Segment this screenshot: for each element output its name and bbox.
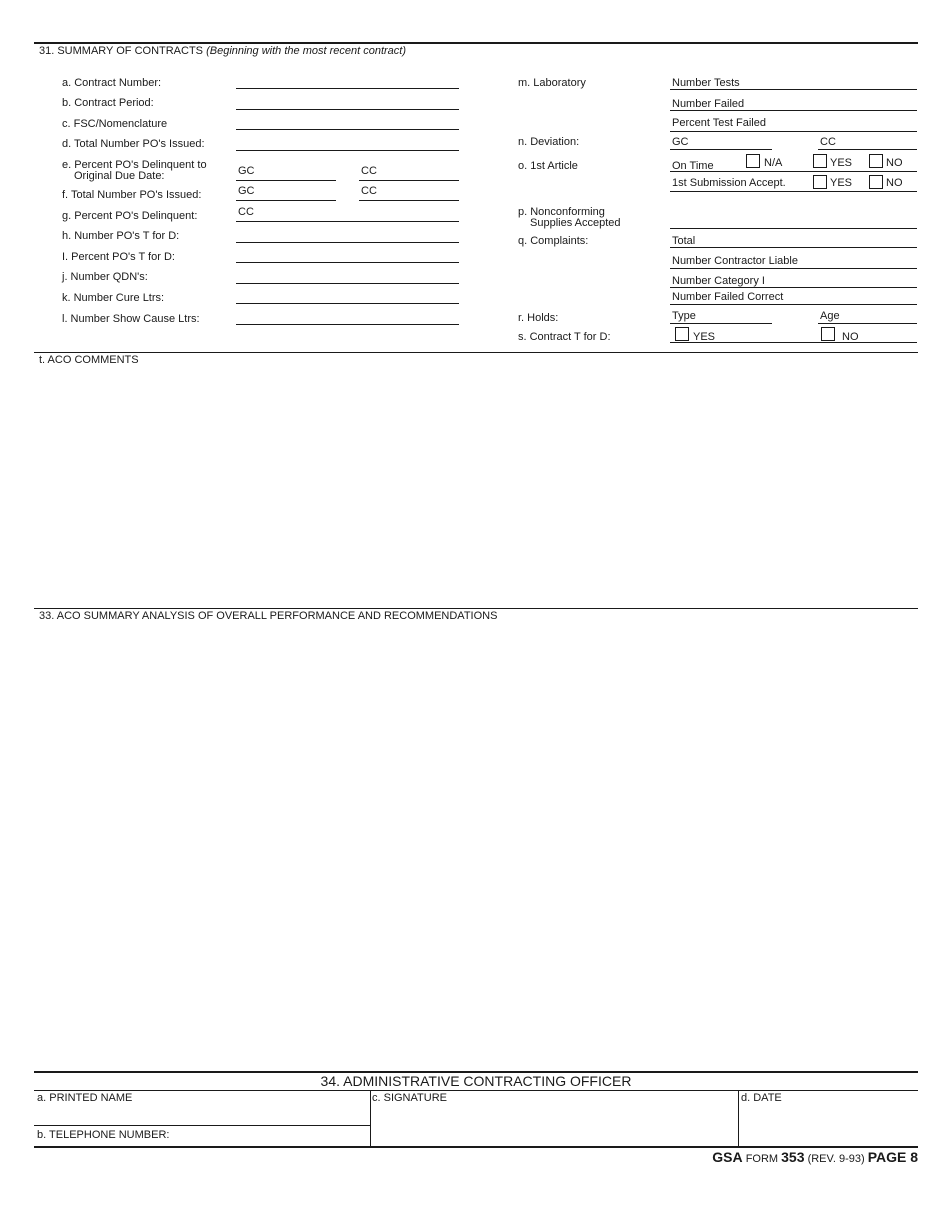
holds-type-label: Type [672,310,696,322]
t-for-d-rule [670,342,917,343]
contract-t-for-d-label: s. Contract T for D: [518,331,611,343]
cc-field-n[interactable] [818,149,917,150]
gc-field-n[interactable] [670,149,772,150]
gc-field-f[interactable] [236,200,336,201]
holds-age-field[interactable] [818,323,917,324]
holds-type-field[interactable] [670,323,772,324]
section-34-title: 34. ADMINISTRATIVE CONTRACTING OFFICER [320,1073,632,1089]
submission-yes-checkbox[interactable] [813,175,827,189]
percent-po-t-for-d-field[interactable] [236,262,459,263]
date-label: d. DATE [741,1092,782,1104]
total-po-issued-label: d. Total Number PO's Issued: [62,138,205,150]
percent-delinquent-original-label-1: e. Percent PO's Delinquent to [62,159,207,171]
printed-name-rule [34,1125,370,1126]
contractor-liable-label: Number Contractor Liable [672,255,798,267]
cc-label-e: CC [361,165,377,177]
gc-label-n: GC [672,136,689,148]
percent-po-t-for-d-label: I. Percent PO's T for D: [62,251,175,263]
nonconforming-label-2: Supplies Accepted [530,217,621,229]
fsc-nomenclature-label: c. FSC/Nomenclature [62,118,168,130]
number-failed-field[interactable] [670,110,917,111]
nonconforming-label-1: p. Nonconforming [518,206,605,218]
cc-field-e[interactable] [359,180,459,181]
t-for-d-yes-checkbox[interactable] [675,327,689,341]
number-cure-letters-field[interactable] [236,303,459,304]
on-time-na-checkbox[interactable] [746,154,760,168]
section-34-bottom-rule [34,1146,918,1148]
footer-form: FORM [745,1153,779,1165]
form-footer [712,1149,918,1165]
failed-correct-label: Number Failed Correct [672,291,784,303]
section-33-title: 33. ACO SUMMARY ANALYSIS OF OVERALL PERFORMANCE AND RECOMMENDATIONS [39,610,498,622]
failed-correct-field[interactable] [670,304,917,305]
section-31-subtitle: (Beginning with the most recent contract) [206,45,407,57]
number-po-t-for-d-label: h. Number PO's T for D: [62,230,180,242]
first-submission-label: 1st Submission Accept. [672,177,786,189]
signature-label: c. SIGNATURE [372,1092,447,1104]
category-i-label: Number Category I [672,275,765,287]
footer-number: 353 [781,1149,805,1165]
telephone-label: b. TELEPHONE NUMBER: [37,1129,170,1141]
signature-field[interactable] [371,1104,737,1146]
percent-delinquent-original-label-2: Original Due Date: [74,170,165,182]
category-i-field[interactable] [670,287,917,288]
fsc-nomenclature-field[interactable] [236,129,459,130]
submission-rule [670,191,917,192]
footer-page: PAGE 8 [867,1149,918,1165]
complaints-total-field[interactable] [670,247,917,248]
on-time-yes-checkbox[interactable] [813,154,827,168]
submission-no-label: NO [886,177,903,189]
contract-period-field[interactable] [236,109,459,110]
deviation-label: n. Deviation: [518,136,580,148]
number-cure-letters-label: k. Number Cure Ltrs: [62,292,165,304]
complaints-total-label: Total [672,235,696,247]
submission-no-checkbox[interactable] [869,175,883,189]
footer-gsa: GSA [712,1149,743,1165]
contract-number-label: a. Contract Number: [62,77,162,89]
on-time-label: On Time [672,160,714,172]
printed-name-label: a. PRINTED NAME [37,1092,133,1104]
percent-test-failed-field[interactable] [670,131,917,132]
section-31-title [39,45,406,57]
holds-label: r. Holds: [518,312,559,324]
cc-label-g: CC [238,206,254,218]
on-time-no-checkbox[interactable] [869,154,883,168]
cc-field-g[interactable] [236,221,459,222]
nonconforming-field[interactable] [670,228,917,229]
total-po-issued-f-label: f. Total Number PO's Issued: [62,189,202,201]
number-qdn-field[interactable] [236,283,459,284]
na-label: N/A [764,157,783,169]
number-tests-field[interactable] [670,89,917,90]
total-po-issued-field[interactable] [236,150,459,151]
cc-label-f: CC [361,185,377,197]
aco-comments-title: t. ACO COMMENTS [39,354,139,366]
cc-label-n: CC [820,136,836,148]
on-time-yes-label: YES [830,157,853,169]
footer-rev: (REV. 9-93) [807,1153,865,1165]
laboratory-label: m. Laboratory [518,77,586,89]
section-31-heading: 31. SUMMARY OF CONTRACTS [39,45,204,57]
complaints-label: q. Complaints: [518,235,589,247]
number-show-cause-field[interactable] [236,324,459,325]
percent-test-failed-label: Percent Test Failed [672,117,766,129]
section-34-header-rule [34,1090,918,1091]
summary-analysis-area[interactable] [34,624,918,1068]
top-rule [34,42,918,44]
t-for-d-no-label: NO [842,331,859,343]
contract-period-label: b. Contract Period: [62,97,154,109]
on-time-rule [670,171,917,172]
date-field[interactable] [739,1104,917,1146]
number-failed-label: Number Failed [672,98,745,110]
holds-age-label: Age [820,310,840,322]
printed-name-field[interactable] [35,1104,369,1124]
gc-label-f: GC [238,185,255,197]
cc-field-f[interactable] [359,200,459,201]
t-for-d-yes-label: YES [693,331,716,343]
percent-po-delinquent-label: g. Percent PO's Delinquent: [62,210,198,222]
contract-number-field[interactable] [236,88,459,89]
t-for-d-no-checkbox[interactable] [821,327,835,341]
on-time-no-label: NO [886,157,903,169]
contractor-liable-field[interactable] [670,268,917,269]
number-po-t-for-d-field[interactable] [236,242,459,243]
number-qdn-label: j. Number QDN's: [62,271,148,283]
aco-comments-area[interactable] [34,368,918,606]
section-t-rule [34,352,918,353]
submission-yes-label: YES [830,177,853,189]
gc-field-e[interactable] [236,180,336,181]
section-33-rule [34,608,918,609]
number-tests-label: Number Tests [672,77,740,89]
gc-label-e: GC [238,165,255,177]
first-article-label: o. 1st Article [518,160,578,172]
number-show-cause-label: l. Number Show Cause Ltrs: [62,313,200,325]
